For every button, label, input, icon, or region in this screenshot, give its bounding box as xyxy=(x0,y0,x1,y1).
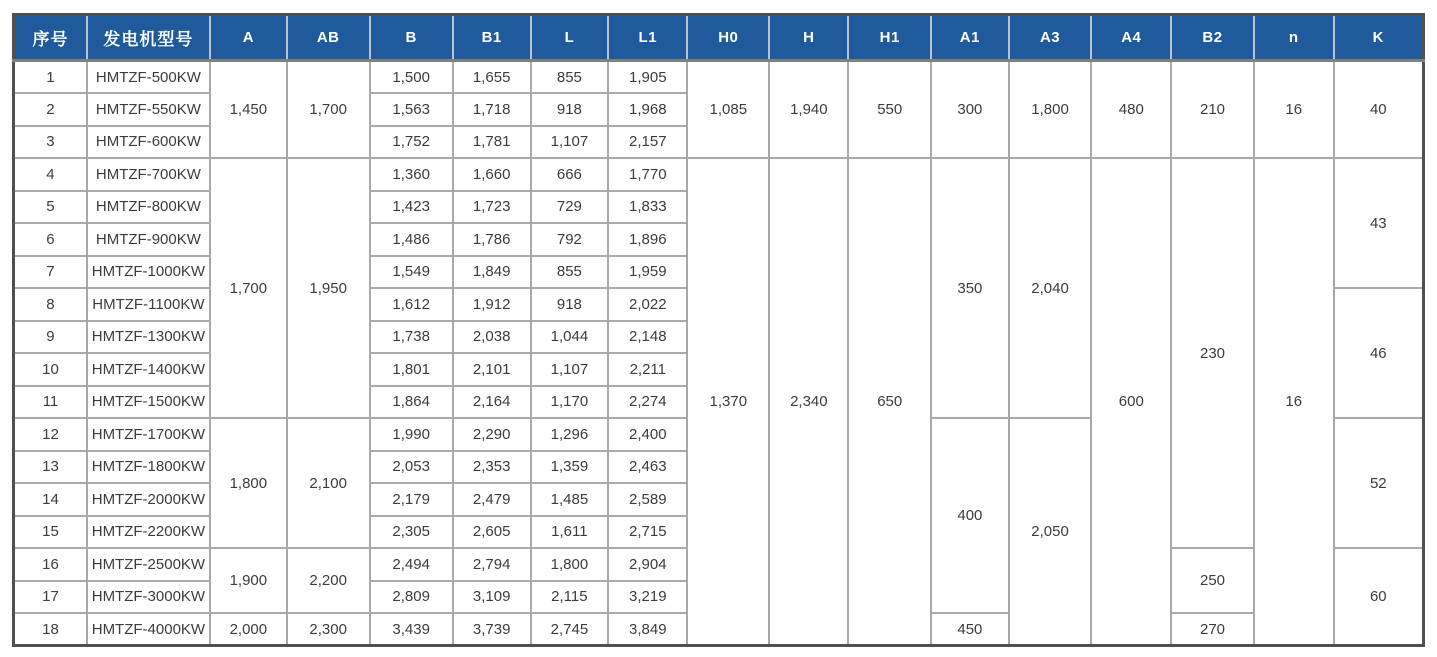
cell: HMTZF-900KW xyxy=(87,223,210,256)
cell: 600 xyxy=(1091,158,1171,646)
table-row-1 xyxy=(14,61,1424,94)
cell: 250 xyxy=(1171,548,1254,613)
cell: HMTZF-1000KW xyxy=(87,256,210,289)
column-header-l: L xyxy=(531,15,609,61)
cell: 16 xyxy=(1254,158,1334,646)
cell: 480 xyxy=(1091,61,1171,159)
column-header-b2: B2 xyxy=(1171,15,1254,61)
cell: 2,115 xyxy=(531,581,609,614)
column-header-ab: AB xyxy=(287,15,370,61)
cell: 2,053 xyxy=(370,451,453,484)
cell: 16 xyxy=(1254,61,1334,159)
cell: 1,864 xyxy=(370,386,453,419)
cell: 2,157 xyxy=(608,126,687,159)
column-header-a: A xyxy=(210,15,287,61)
cell: 1,905 xyxy=(608,61,687,94)
cell: 2,050 xyxy=(1009,418,1092,646)
cell: HMTZF-1500KW xyxy=(87,386,210,419)
cell: 1,486 xyxy=(370,223,453,256)
cell: 2,305 xyxy=(370,516,453,549)
cell: 1,786 xyxy=(453,223,531,256)
cell: 2,494 xyxy=(370,548,453,581)
cell: 2,400 xyxy=(608,418,687,451)
cell: 230 xyxy=(1171,158,1254,548)
cell: 1,849 xyxy=(453,256,531,289)
cell: HMTZF-700KW xyxy=(87,158,210,191)
cell: 1,781 xyxy=(453,126,531,159)
cell: 5 xyxy=(14,191,87,224)
cell: 1,940 xyxy=(769,61,848,159)
cell: 1,360 xyxy=(370,158,453,191)
cell: 2,353 xyxy=(453,451,531,484)
column-header-b: B xyxy=(370,15,453,61)
cell: 2,274 xyxy=(608,386,687,419)
cell: HMTZF-1800KW xyxy=(87,451,210,484)
cell: 1,833 xyxy=(608,191,687,224)
column-header-k: K xyxy=(1334,15,1424,61)
cell: 46 xyxy=(1334,288,1424,418)
cell: 52 xyxy=(1334,418,1424,548)
cell: 2,000 xyxy=(210,613,287,646)
cell: 918 xyxy=(531,93,609,126)
cell: 2,904 xyxy=(608,548,687,581)
column-header-a3: A3 xyxy=(1009,15,1092,61)
cell: 2,101 xyxy=(453,353,531,386)
cell: 1,170 xyxy=(531,386,609,419)
cell: 18 xyxy=(14,613,87,646)
column-header-a4: A4 xyxy=(1091,15,1171,61)
cell: 2,809 xyxy=(370,581,453,614)
cell: 2,211 xyxy=(608,353,687,386)
cell: HMTZF-500KW xyxy=(87,61,210,94)
cell: 1,968 xyxy=(608,93,687,126)
cell: 1,801 xyxy=(370,353,453,386)
cell: 1,738 xyxy=(370,321,453,354)
cell: 2,463 xyxy=(608,451,687,484)
column-header-model: 发电机型号 xyxy=(87,15,210,61)
cell: 1,950 xyxy=(287,158,370,418)
cell: 1,044 xyxy=(531,321,609,354)
cell: 40 xyxy=(1334,61,1424,159)
cell: 9 xyxy=(14,321,87,354)
cell: 1,700 xyxy=(210,158,287,418)
header-row xyxy=(14,15,1424,61)
cell: 60 xyxy=(1334,548,1424,646)
cell: 729 xyxy=(531,191,609,224)
cell: HMTZF-600KW xyxy=(87,126,210,159)
cell: 2,164 xyxy=(453,386,531,419)
cell: 1,450 xyxy=(210,61,287,159)
column-header-h: H xyxy=(769,15,848,61)
cell: 1,959 xyxy=(608,256,687,289)
cell: 14 xyxy=(14,483,87,516)
cell: 400 xyxy=(931,418,1009,613)
table-body xyxy=(14,61,1424,646)
cell: 1,107 xyxy=(531,126,609,159)
cell: 2 xyxy=(14,93,87,126)
cell: 1,423 xyxy=(370,191,453,224)
cell: 2,715 xyxy=(608,516,687,549)
cell: 1,770 xyxy=(608,158,687,191)
cell: 1,700 xyxy=(287,61,370,159)
table-row-4 xyxy=(14,158,1424,191)
table-header xyxy=(14,15,1424,61)
cell: 2,148 xyxy=(608,321,687,354)
cell: 1,563 xyxy=(370,93,453,126)
cell: 300 xyxy=(931,61,1009,159)
cell: 450 xyxy=(931,613,1009,646)
cell: 550 xyxy=(848,61,931,159)
cell: 11 xyxy=(14,386,87,419)
cell: HMTZF-3000KW xyxy=(87,581,210,614)
cell: 1,085 xyxy=(687,61,769,159)
cell: 2,794 xyxy=(453,548,531,581)
cell: 3,739 xyxy=(453,613,531,646)
cell: 1,900 xyxy=(210,548,287,613)
cell: 2,745 xyxy=(531,613,609,646)
cell: 1,107 xyxy=(531,353,609,386)
cell: 1,296 xyxy=(531,418,609,451)
cell: 1,990 xyxy=(370,418,453,451)
cell: 3,439 xyxy=(370,613,453,646)
cell: HMTZF-550KW xyxy=(87,93,210,126)
cell: 1,612 xyxy=(370,288,453,321)
column-header-b1: B1 xyxy=(453,15,531,61)
cell: HMTZF-800KW xyxy=(87,191,210,224)
cell: 1,370 xyxy=(687,158,769,646)
cell: 1 xyxy=(14,61,87,94)
cell: 1,800 xyxy=(210,418,287,548)
cell: 855 xyxy=(531,256,609,289)
cell: 17 xyxy=(14,581,87,614)
column-header-l1: L1 xyxy=(608,15,687,61)
cell: HMTZF-2500KW xyxy=(87,548,210,581)
cell: 1,800 xyxy=(1009,61,1092,159)
cell: HMTZF-1700KW xyxy=(87,418,210,451)
cell: 2,179 xyxy=(370,483,453,516)
cell: 3 xyxy=(14,126,87,159)
column-header-h1: H1 xyxy=(848,15,931,61)
cell: 855 xyxy=(531,61,609,94)
cell: 1,359 xyxy=(531,451,609,484)
cell: 2,300 xyxy=(287,613,370,646)
cell: 2,290 xyxy=(453,418,531,451)
cell: HMTZF-2200KW xyxy=(87,516,210,549)
column-header-h0: H0 xyxy=(687,15,769,61)
cell: 2,340 xyxy=(769,158,848,646)
cell: 3,219 xyxy=(608,581,687,614)
cell: 1,896 xyxy=(608,223,687,256)
cell: 210 xyxy=(1171,61,1254,159)
cell: 792 xyxy=(531,223,609,256)
cell: 43 xyxy=(1334,158,1424,288)
cell: 2,022 xyxy=(608,288,687,321)
cell: 7 xyxy=(14,256,87,289)
column-header-n: n xyxy=(1254,15,1334,61)
cell: HMTZF-4000KW xyxy=(87,613,210,646)
cell: 4 xyxy=(14,158,87,191)
cell: 8 xyxy=(14,288,87,321)
column-header-index: 序号 xyxy=(14,15,87,61)
cell: 1,500 xyxy=(370,61,453,94)
cell: 666 xyxy=(531,158,609,191)
cell: 2,605 xyxy=(453,516,531,549)
cell: 2,589 xyxy=(608,483,687,516)
cell: 650 xyxy=(848,158,931,646)
cell: 2,100 xyxy=(287,418,370,548)
cell: HMTZF-1400KW xyxy=(87,353,210,386)
cell: 2,200 xyxy=(287,548,370,613)
cell: 13 xyxy=(14,451,87,484)
cell: 2,479 xyxy=(453,483,531,516)
cell: 6 xyxy=(14,223,87,256)
cell: 1,549 xyxy=(370,256,453,289)
column-header-a1: A1 xyxy=(931,15,1009,61)
cell: 3,849 xyxy=(608,613,687,646)
cell: 1,611 xyxy=(531,516,609,549)
cell: 2,038 xyxy=(453,321,531,354)
cell: 10 xyxy=(14,353,87,386)
cell: 16 xyxy=(14,548,87,581)
cell: 918 xyxy=(531,288,609,321)
cell: 270 xyxy=(1171,613,1254,646)
cell: HMTZF-1100KW xyxy=(87,288,210,321)
cell: 1,660 xyxy=(453,158,531,191)
cell: 3,109 xyxy=(453,581,531,614)
cell: 12 xyxy=(14,418,87,451)
cell: 15 xyxy=(14,516,87,549)
cell: 1,912 xyxy=(453,288,531,321)
cell: HMTZF-1300KW xyxy=(87,321,210,354)
generator-spec-table xyxy=(12,13,1425,647)
cell: 1,723 xyxy=(453,191,531,224)
cell: 1,718 xyxy=(453,93,531,126)
cell: 2,040 xyxy=(1009,158,1092,418)
cell: HMTZF-2000KW xyxy=(87,483,210,516)
cell: 350 xyxy=(931,158,1009,418)
cell: 1,752 xyxy=(370,126,453,159)
cell: 1,655 xyxy=(453,61,531,94)
cell: 1,485 xyxy=(531,483,609,516)
cell: 1,800 xyxy=(531,548,609,581)
generator-spec-table-container xyxy=(12,13,1425,647)
